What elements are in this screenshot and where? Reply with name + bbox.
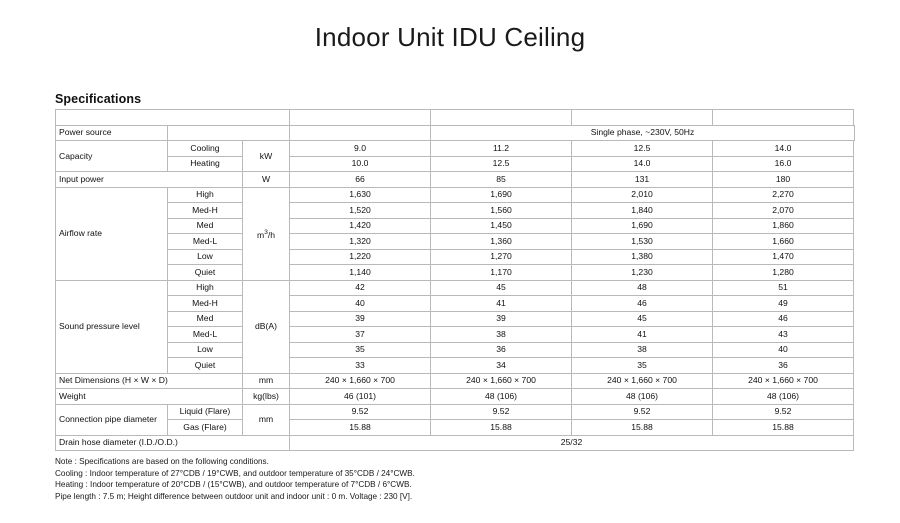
row-label: Net Dimensions (H × W × D) [56, 373, 243, 389]
section-title: Specifications [55, 92, 142, 106]
row-value-3: 48 (106) [572, 389, 713, 405]
row-value-4: 1,660 [713, 234, 854, 250]
specifications-table [55, 109, 855, 451]
column-header-model-4: ABHA054GTEH [713, 110, 854, 126]
row-value-1: 9.52 [290, 404, 431, 420]
row-value-2: 34 [431, 358, 572, 374]
row-value-2: 1,560 [431, 203, 572, 219]
row-label: Connection pipe diameter [56, 404, 168, 435]
row-sublabel: Quiet [168, 265, 243, 281]
row-value-1: 1,220 [290, 249, 431, 265]
row-sublabel: Heating [168, 156, 243, 172]
row-sublabel: High [168, 280, 243, 296]
row-value-2: 11.2 [431, 141, 572, 157]
table-row [56, 342, 855, 358]
row-value-4: 40 [713, 342, 854, 358]
row-unit: $m^3/h$ [243, 187, 290, 280]
row-value-4: 2,270 [713, 187, 854, 203]
row-sublabel: Low [168, 249, 243, 265]
row-unit: kg(lbs) [243, 389, 290, 405]
note-line-4: Pipe length : 7.5 m; Height difference between outdoor unit and indoor unit : 0 m. Voltage : 230 [V]. [55, 491, 413, 501]
table-header [56, 110, 855, 126]
row-value-3: 41 [572, 327, 713, 343]
row-value-1: 1,320 [290, 234, 431, 250]
table-row [56, 187, 855, 203]
table-body [56, 125, 855, 451]
row-value-1: 15.88 [290, 420, 431, 436]
row-value-3: 45 [572, 311, 713, 327]
row-sublabel: Gas (Flare) [168, 420, 243, 436]
row-value-2: 1,690 [431, 187, 572, 203]
row-value-3: 1,230 [572, 265, 713, 281]
row-value-4: 46 [713, 311, 854, 327]
row-value-1: 1,140 [290, 265, 431, 281]
table-row [56, 141, 855, 157]
row-unit: mm [243, 404, 290, 435]
row-value-1: 10.0 [290, 156, 431, 172]
row-value-1: 1,630 [290, 187, 431, 203]
row-label: Sound pressure level [56, 280, 168, 373]
row-value-1: 1,420 [290, 218, 431, 234]
row-value-3: 1,690 [572, 218, 713, 234]
table-row [56, 218, 855, 234]
note-line-1: Note : Specifications are based on the following conditions. [55, 457, 269, 466]
row-value-4: 48 (106) [713, 389, 854, 405]
row-value-2: 1,270 [431, 249, 572, 265]
row-label: Weight [56, 389, 243, 405]
row-unit: W [243, 172, 290, 188]
row-sublabel [168, 125, 290, 141]
table-row [56, 389, 855, 405]
specifications-sheet [55, 92, 855, 502]
row-value-4: 43 [713, 327, 854, 343]
row-sublabel: Med [168, 218, 243, 234]
table-row [56, 311, 855, 327]
row-value-4: 15.88 [713, 420, 854, 436]
row-value-3: 1,840 [572, 203, 713, 219]
row-value-4: 1,860 [713, 218, 854, 234]
row-value-2: 48 (106) [431, 389, 572, 405]
row-value-1: 46 (101) [290, 389, 431, 405]
row-value-3: 12.5 [572, 141, 713, 157]
row-value-3: 35 [572, 358, 713, 374]
table-row [56, 234, 855, 250]
row-value-1: 40 [290, 296, 431, 312]
row-unit [290, 125, 431, 141]
table-row [56, 125, 855, 141]
row-value-1: 42 [290, 280, 431, 296]
row-value-4: 16.0 [713, 156, 854, 172]
row-label: Capacity [56, 141, 168, 172]
table-row [56, 203, 855, 219]
row-value-3: 1,380 [572, 249, 713, 265]
row-value-2: 85 [431, 172, 572, 188]
note-line-2: Cooling : Indoor temperature of 27°CDB / 19°CWB, and outdoor temperature of 35°CDB / 24°CWB. [55, 468, 415, 478]
row-value-merged: Single phase, ~230V, 50Hz [431, 125, 855, 141]
row-value-3: 14.0 [572, 156, 713, 172]
row-value-3: 2,010 [572, 187, 713, 203]
row-value-2: 41 [431, 296, 572, 312]
row-unit: dB(A) [243, 280, 290, 373]
table-row [56, 296, 855, 312]
row-value-3: 240 × 1,660 × 700 [572, 373, 713, 389]
row-sublabel: Med [168, 311, 243, 327]
row-value-1: 9.0 [290, 141, 431, 157]
row-value-1: 66 [290, 172, 431, 188]
row-value-4: 180 [713, 172, 854, 188]
row-label: Input power [56, 172, 243, 188]
row-label: Power source [56, 125, 168, 141]
row-value-3: 48 [572, 280, 713, 296]
row-value-1: 35 [290, 342, 431, 358]
row-value-1: 240 × 1,660 × 700 [290, 373, 431, 389]
row-value-2: 36 [431, 342, 572, 358]
row-sublabel: Cooling [168, 141, 243, 157]
row-value-3: 131 [572, 172, 713, 188]
note-line-3: Heating : Indoor temperature of 20°CDB / (15°CWB), and outdoor temperature of 7°CDB / 6°CWB. [55, 480, 412, 489]
row-value-4: 49 [713, 296, 854, 312]
row-value-4: 1,280 [713, 265, 854, 281]
row-value-4: 240 × 1,660 × 700 [713, 373, 854, 389]
page-title: Indoor Unit IDU Ceiling [314, 22, 586, 52]
row-value-2: 1,170 [431, 265, 572, 281]
row-value-3: 15.88 [572, 420, 713, 436]
row-value-3: 1,530 [572, 234, 713, 250]
row-sublabel: Low [168, 342, 243, 358]
table-row [56, 280, 855, 296]
table-row [56, 249, 855, 265]
row-sublabel: Liquid (Flare) [168, 404, 243, 420]
row-value-2: 38 [431, 327, 572, 343]
row-value-2: 12.5 [431, 156, 572, 172]
row-sublabel: Med-H [168, 203, 243, 219]
row-value-2: 9.52 [431, 404, 572, 420]
table-row [56, 435, 855, 451]
row-value-4: 2,070 [713, 203, 854, 219]
row-value-2: 15.88 [431, 420, 572, 436]
row-value-2: 39 [431, 311, 572, 327]
row-label: Drain hose diameter (I.D./O.D.) [56, 435, 290, 451]
row-value-2: 240 × 1,660 × 700 [431, 373, 572, 389]
table-row [56, 373, 855, 389]
table-row [56, 420, 855, 436]
table-header-row [56, 110, 855, 126]
table-row [56, 358, 855, 374]
row-value-4: 14.0 [713, 141, 854, 157]
row-sublabel: Quiet [168, 358, 243, 374]
column-header-model-2: ABHA036GTEH [431, 110, 572, 126]
row-unit: mm [243, 373, 290, 389]
row-sublabel: Med-H [168, 296, 243, 312]
column-header-model-name: Model name [56, 110, 290, 126]
table-row [56, 265, 855, 281]
row-value-3: 38 [572, 342, 713, 358]
column-header-model-3: ABHA045GTEH [572, 110, 713, 126]
row-sublabel: High [168, 187, 243, 203]
row-value-4: 9.52 [713, 404, 854, 420]
notes-block [55, 456, 855, 502]
row-value-4: 51 [713, 280, 854, 296]
row-value-2: 45 [431, 280, 572, 296]
row-value-2: 1,450 [431, 218, 572, 234]
row-sublabel: Med-L [168, 234, 243, 250]
row-value-2: 1,360 [431, 234, 572, 250]
column-header-model-1: ABHA030GTEH [290, 110, 431, 126]
row-value-4: 36 [713, 358, 854, 374]
row-value-4: 1,470 [713, 249, 854, 265]
row-label: Airflow rate [56, 187, 168, 280]
table-row [56, 404, 855, 420]
table-row [56, 156, 855, 172]
row-unit: kW [243, 141, 290, 172]
row-value-merged: 25/32 [290, 435, 854, 451]
row-value-3: 46 [572, 296, 713, 312]
row-value-1: 37 [290, 327, 431, 343]
row-value-1: 39 [290, 311, 431, 327]
row-value-1: 33 [290, 358, 431, 374]
row-value-1: 1,520 [290, 203, 431, 219]
row-value-3: 9.52 [572, 404, 713, 420]
table-row [56, 327, 855, 343]
row-sublabel: Med-L [168, 327, 243, 343]
table-row [56, 172, 855, 188]
